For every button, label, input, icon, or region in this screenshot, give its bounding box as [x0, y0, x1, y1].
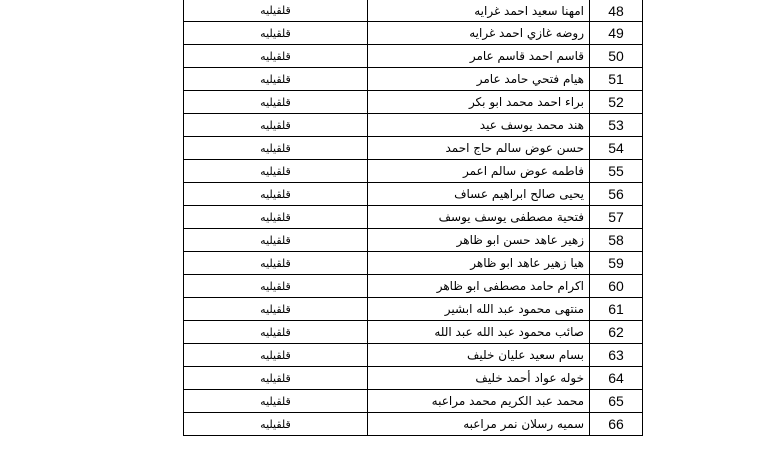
city-cell: قلقيليه [184, 183, 368, 206]
number-cell: 65 [590, 390, 643, 413]
table-body [184, 0, 642, 435]
data-table [183, 0, 643, 436]
table-row [184, 413, 642, 436]
city-cell: قلقيليه [184, 22, 368, 45]
table-row [184, 22, 642, 45]
number-cell: 57 [590, 206, 643, 229]
name-cell: اكرام حامد مصطفى ابو ظاهر [368, 275, 590, 298]
number-cell: 51 [590, 68, 643, 91]
table-row [184, 206, 642, 229]
city-cell: قلقيليه [184, 160, 368, 183]
city-cell: قلقيليه [184, 275, 368, 298]
name-cell: فاطمه عوض سالم اعمر [368, 160, 590, 183]
name-cell: قاسم احمد قاسم عامر [368, 45, 590, 68]
number-cell: 56 [590, 183, 643, 206]
table-row [184, 252, 642, 275]
number-cell: 53 [590, 114, 643, 137]
name-cell: هيا زهير عاهد ابو ظاهر [368, 252, 590, 275]
number-cell: 50 [590, 45, 643, 68]
city-cell: قلقيليه [184, 229, 368, 252]
city-cell: قلقيليه [184, 45, 368, 68]
name-cell: براء احمد محمد ابو بكر [368, 91, 590, 114]
number-cell: 49 [590, 22, 643, 45]
number-cell: 58 [590, 229, 643, 252]
table-row [184, 137, 642, 160]
name-cell: امهنا سعيد احمد غرايه [368, 0, 590, 22]
table-row [184, 183, 642, 206]
table-row [184, 45, 642, 68]
number-cell: 52 [590, 91, 643, 114]
name-cell: منتهى محمود عبد الله ابشير [368, 298, 590, 321]
name-cell: فتحية مصطفى يوسف يوسف [368, 206, 590, 229]
city-cell: قلقيليه [184, 114, 368, 137]
number-cell: 61 [590, 298, 643, 321]
number-cell: 48 [608, 2, 624, 19]
table-row [184, 390, 642, 413]
table-row [184, 367, 642, 390]
name-cell: حسن عوض سالم حاج احمد [368, 137, 590, 160]
city-cell: قلقيليه [184, 206, 368, 229]
table-row [184, 321, 642, 344]
table-row [184, 0, 642, 22]
city-cell: قلقيليه [184, 413, 368, 436]
table-row [184, 68, 642, 91]
name-cell: يحيى صالح ابراهيم عساف [368, 183, 590, 206]
table-row [184, 275, 642, 298]
number-cell: 54 [590, 137, 643, 160]
city-cell: قلقيليه [184, 367, 368, 390]
city-cell: قلقيليه [184, 91, 368, 114]
number-cell: 55 [590, 160, 643, 183]
city-cell: قلقيليه [184, 0, 368, 22]
table-row [184, 160, 642, 183]
name-cell: سميه رسلان نمر مراعبه [368, 413, 590, 436]
city-cell: قلقيليه [184, 298, 368, 321]
city-cell: قلقيليه [184, 252, 368, 275]
table-row [184, 229, 642, 252]
name-cell: خوله عواد أحمد خليف [368, 367, 590, 390]
table-row [184, 114, 642, 137]
number-cell: 62 [590, 321, 643, 344]
city-cell: قلقيليه [184, 390, 368, 413]
number-cell: 60 [590, 275, 643, 298]
name-cell: صائب محمود عبد الله عبد الله [368, 321, 590, 344]
number-cell: 64 [590, 367, 643, 390]
name-cell: هند محمد يوسف عيد [368, 114, 590, 137]
city-cell: قلقيليه [184, 321, 368, 344]
number-cell: 66 [590, 413, 643, 436]
city-cell: قلقيليه [184, 344, 368, 367]
table-row [184, 298, 642, 321]
city-cell: قلقيليه [184, 137, 368, 160]
number-cell: 63 [590, 344, 643, 367]
number-cell: 59 [590, 252, 643, 275]
table-row [184, 91, 642, 114]
table-row [184, 344, 642, 367]
name-cell: روضه غازي احمد غرايه [368, 22, 590, 45]
name-cell: محمد عبد الكريم محمد مراعبه [368, 390, 590, 413]
name-cell: زهير عاهد حسن ابو ظاهر [368, 229, 590, 252]
name-cell: بسام سعيد عليان خليف [368, 344, 590, 367]
city-cell: قلقيليه [184, 68, 368, 91]
names-table [184, 0, 642, 435]
name-cell: هيام فتحي حامد عامر [368, 68, 590, 91]
